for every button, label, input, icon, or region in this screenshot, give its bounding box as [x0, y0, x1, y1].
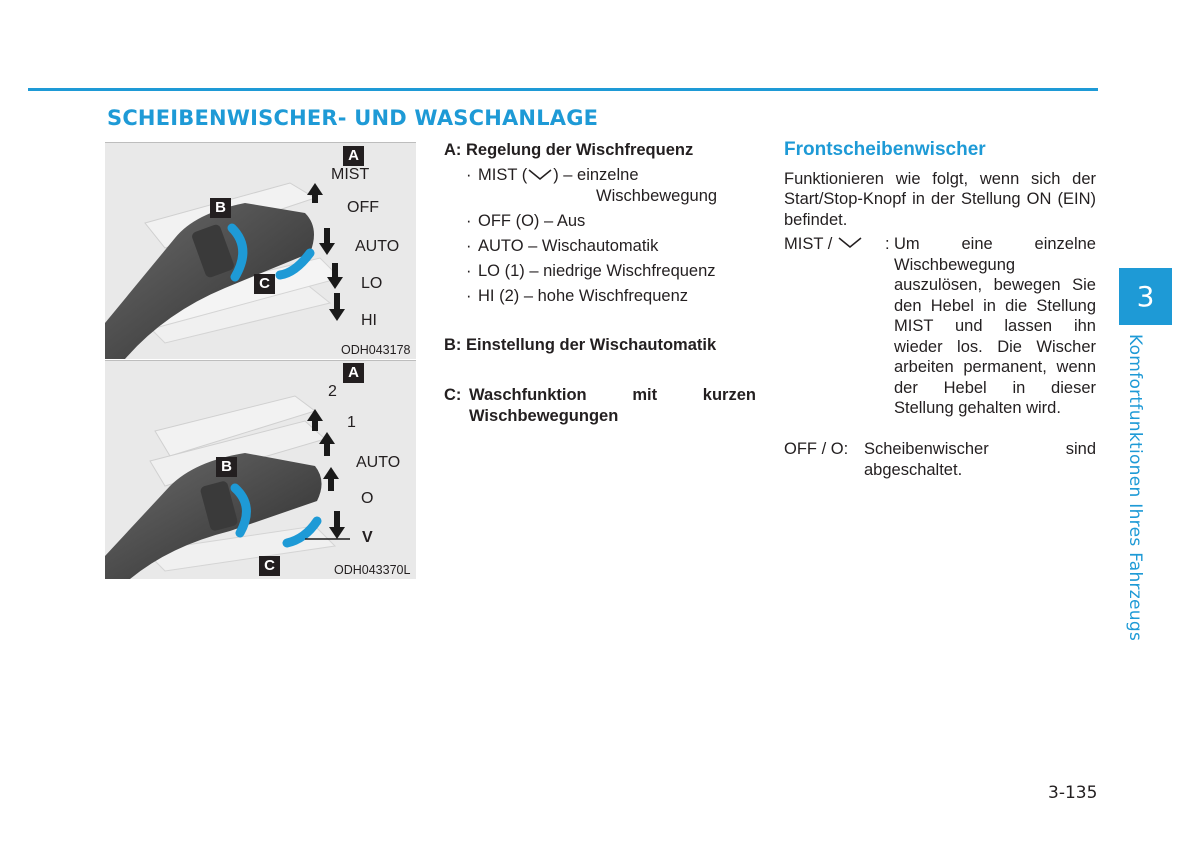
heading-b: B: Einstellung der Wischautomatik	[444, 336, 717, 354]
mist-colon: :	[885, 235, 890, 253]
heading-c-line2: Wischbewegungen	[469, 407, 619, 425]
mist-label: MIST /	[784, 234, 863, 255]
header-rule	[28, 88, 1098, 91]
front-wiper-section	[784, 140, 1096, 480]
subsection-title: Frontscheibenwischer	[784, 139, 986, 160]
item-text: Wischbewegung	[596, 187, 718, 205]
item-text: MIST (	[478, 166, 528, 184]
position-label: V	[362, 529, 373, 546]
position-label: OFF	[347, 199, 379, 216]
position-label: 1	[347, 414, 356, 431]
badge-a: A	[343, 363, 364, 383]
mist-symbol-icon	[837, 235, 863, 249]
list-item: · HI (2) – hohe Wischfrequenz	[466, 287, 689, 305]
item-text: ) – einzelne	[553, 166, 639, 184]
figure-a-code: ODH043178	[341, 343, 411, 357]
badge-b: B	[210, 198, 231, 218]
badge-c: C	[254, 274, 275, 294]
badge-c: C	[259, 556, 280, 576]
mist-text: Um eine einzelne Wischbewegung auszulösen, bewegen Sie den Hebel in die Stellung MIST und lassen ihn wieder los. Die Wischer arbeiten permanent, wenn der Hebel in dieser Stellung gehalten wird.	[894, 235, 1096, 417]
heading-a: A: Regelung der Wischfrequenz	[444, 141, 694, 159]
position-label: HI	[361, 312, 377, 329]
list-item: · LO (1) – niedrige Wischfrequenz	[466, 262, 716, 280]
control-description	[444, 140, 756, 427]
chapter-tab: 3	[1119, 268, 1172, 325]
position-label: AUTO	[355, 238, 400, 255]
position-label: 2	[328, 383, 337, 400]
list-item: · MIST ( ) – einzelne Wischbewegung	[444, 165, 756, 207]
badge-a: A	[343, 146, 364, 166]
off-label: OFF / O:	[784, 440, 849, 458]
mist-symbol-icon	[527, 167, 553, 181]
position-label: LO	[361, 275, 383, 292]
page-number: 3-135	[1048, 783, 1098, 803]
list-item: · AUTO – Wischautomatik	[466, 237, 659, 255]
item-text: AUTO – Wischautomatik	[478, 237, 659, 255]
badge-b: B	[216, 457, 237, 477]
off-definition	[784, 439, 1096, 480]
item-text: HI (2) – hohe Wischfrequenz	[478, 287, 689, 305]
off-text: Scheibenwischer sind abgeschaltet.	[864, 440, 1096, 479]
heading-c-prefix: C:	[444, 386, 462, 404]
position-label: MIST	[331, 166, 370, 183]
item-text: OFF (O) – Aus	[478, 212, 586, 230]
heading-c	[444, 385, 756, 427]
chapter-title: Komfortfunktionen Ihres Fahrzeugs	[1125, 334, 1145, 642]
position-label: O	[361, 490, 374, 507]
mist-definition	[784, 234, 1096, 434]
item-text: LO (1) – niedrige Wischfrequenz	[478, 262, 716, 280]
list-item: · OFF (O) – Aus	[466, 212, 586, 230]
figure-b-code: ODH043370L	[334, 563, 411, 577]
position-label: AUTO	[356, 454, 401, 471]
intro-paragraph: Funktionieren wie folgt, wenn sich der Start/Stop-Knopf in der Stellung ON (EIN) befindet.	[784, 169, 1096, 229]
heading-c-line1: Waschfunktion mit kurzen	[469, 386, 756, 404]
section-title: SCHEIBENWISCHER- UND WASCHANLAGE	[107, 106, 599, 130]
